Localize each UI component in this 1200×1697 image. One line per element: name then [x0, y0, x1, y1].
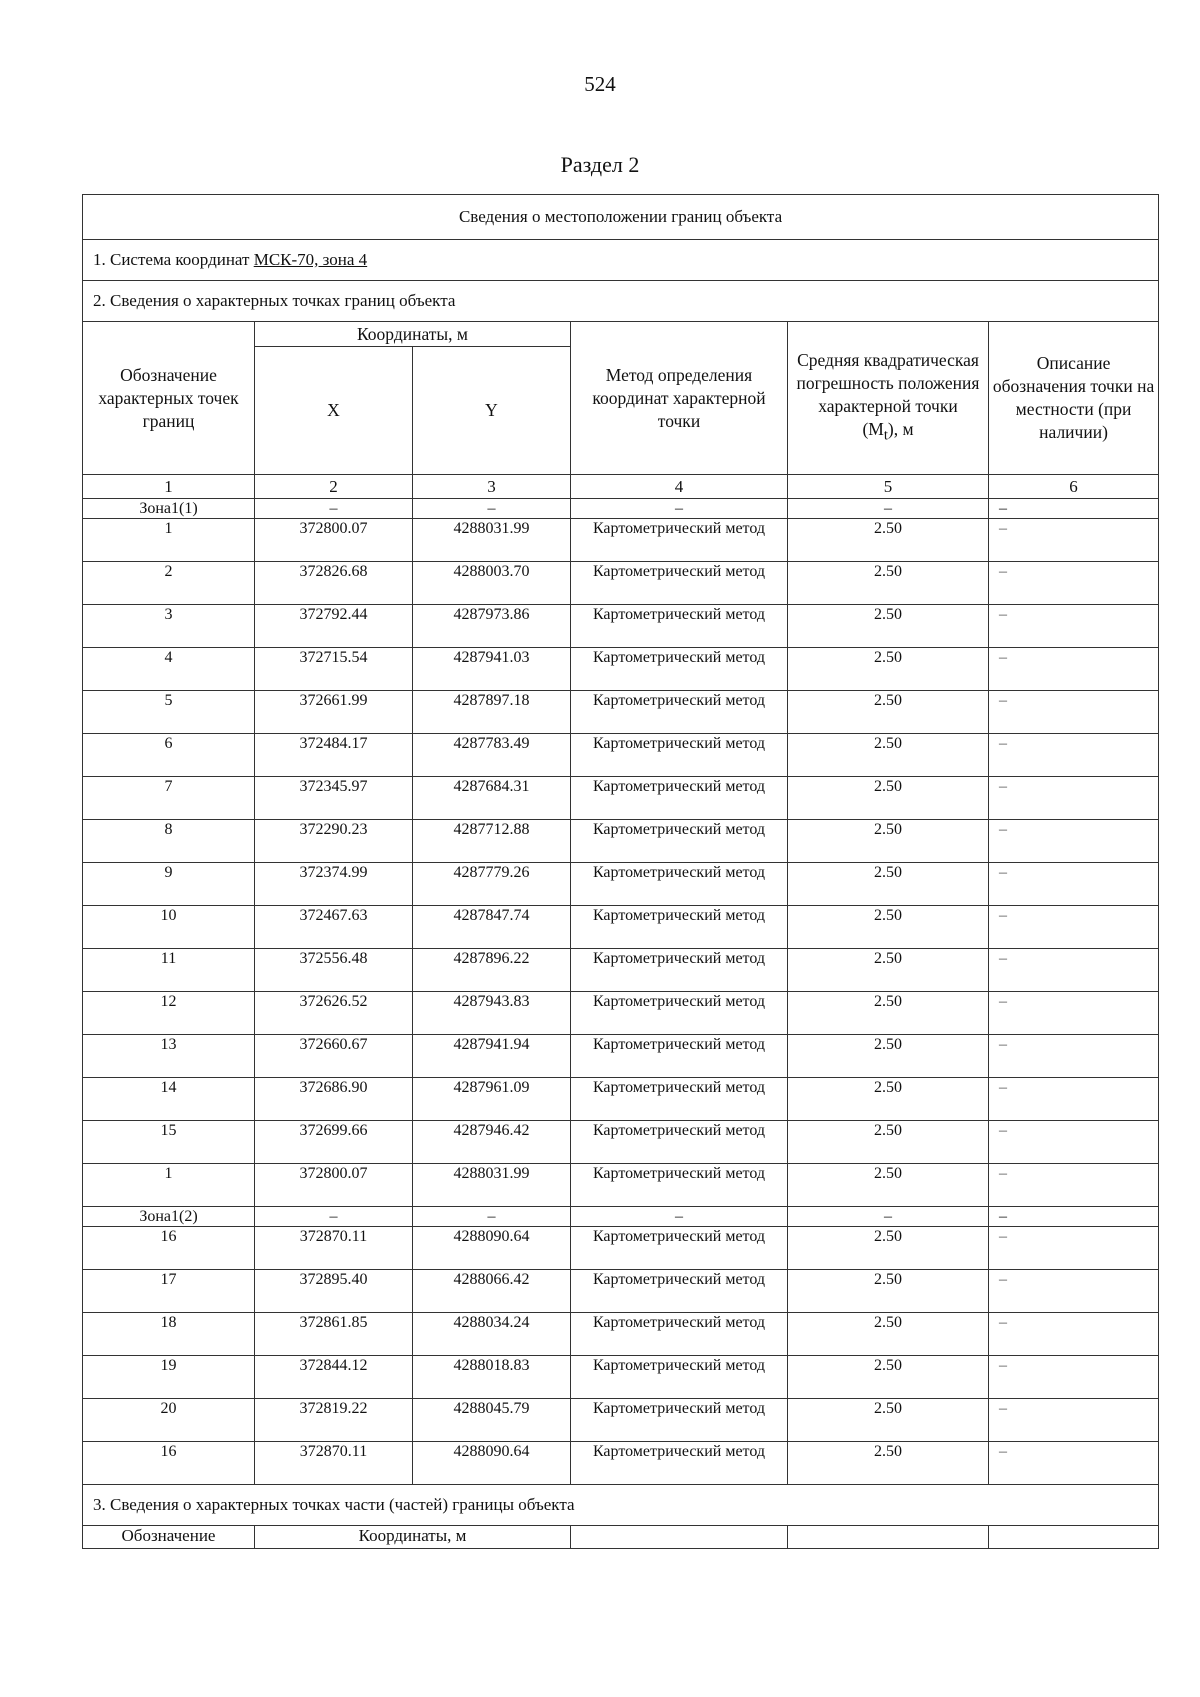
point-y: 4288034.24: [413, 1313, 571, 1356]
point-error: 2.50: [788, 1399, 989, 1442]
point-description: –: [989, 1399, 1159, 1442]
point-error: 2.50: [788, 992, 989, 1035]
point-row: [83, 1035, 1159, 1078]
point-method: Картометрический метод: [592, 520, 766, 537]
zone-name: Зона1(1): [83, 499, 255, 519]
point-description: –: [989, 1121, 1159, 1164]
point-method-cell: [571, 1121, 788, 1164]
zone-row: [83, 499, 1159, 519]
point-number: 9: [83, 863, 255, 906]
point-row: [83, 734, 1159, 777]
point-number: 13: [83, 1035, 255, 1078]
point-row: [83, 863, 1159, 906]
point-method: Картометрический метод: [592, 692, 766, 709]
point-x: 372844.12: [255, 1356, 413, 1399]
point-description: –: [989, 1270, 1159, 1313]
point-error: 2.50: [788, 648, 989, 691]
point-row: [83, 1270, 1159, 1313]
point-method: Картометрический метод: [592, 563, 766, 580]
header-error-unit: ), м: [887, 418, 914, 439]
zone-dash: –: [989, 499, 1159, 519]
point-method: Картометрический метод: [592, 1443, 766, 1460]
point-description: –: [989, 777, 1159, 820]
point-y: 4288003.70: [413, 562, 571, 605]
header-coordinates: Координаты, м: [255, 322, 571, 347]
point-number: 14: [83, 1078, 255, 1121]
point-x: 372792.44: [255, 605, 413, 648]
point-error: 2.50: [788, 820, 989, 863]
table-title: Сведения о местоположении границ объекта: [83, 195, 1159, 240]
point-y: 4287684.31: [413, 777, 571, 820]
point-y: 4288045.79: [413, 1399, 571, 1442]
point-number: 20: [83, 1399, 255, 1442]
header-error-text: Средняя квадратическая погрешность положения характерной точки: [796, 349, 980, 416]
point-row: [83, 1442, 1159, 1485]
point-error: 2.50: [788, 906, 989, 949]
point-x: 372870.11: [255, 1442, 413, 1485]
point-method-cell: [571, 648, 788, 691]
point-method: Картометрический метод: [592, 735, 766, 752]
point-row: [83, 519, 1159, 562]
zone-dash: –: [571, 1207, 788, 1227]
point-description: –: [989, 1227, 1159, 1270]
point-number: 18: [83, 1313, 255, 1356]
point-description: –: [989, 1078, 1159, 1121]
point-method: Картометрический метод: [592, 950, 766, 967]
point-method-cell: [571, 1078, 788, 1121]
point-method: Картометрический метод: [592, 778, 766, 795]
point-number: 7: [83, 777, 255, 820]
point-x: 372345.97: [255, 777, 413, 820]
point-method-cell: [571, 1035, 788, 1078]
section-title: Раздел 2: [560, 152, 640, 177]
point-description: –: [989, 1313, 1159, 1356]
point-description: –: [989, 949, 1159, 992]
point-method-cell: [571, 820, 788, 863]
coordinate-system-row: [83, 240, 1159, 281]
point-number: 16: [83, 1442, 255, 1485]
point-x: 372661.99: [255, 691, 413, 734]
header-method: Метод определения координат характерной точки: [571, 322, 788, 475]
point-error: 2.50: [788, 1227, 989, 1270]
header-x: X: [255, 347, 413, 475]
header-designation: Обозначение характерных точек границ: [83, 322, 255, 475]
point-description: –: [989, 605, 1159, 648]
point-row: [83, 1356, 1159, 1399]
point-x: 372686.90: [255, 1078, 413, 1121]
column-number: 1: [83, 475, 255, 499]
zone-dash: –: [413, 1207, 571, 1227]
coordinate-system-value: МСК-70, зона 4: [253, 250, 368, 269]
point-number: 3: [83, 605, 255, 648]
point-number: 5: [83, 691, 255, 734]
point-method: Картометрический метод: [592, 1228, 766, 1245]
zone-dash: –: [788, 499, 989, 519]
point-description: –: [989, 562, 1159, 605]
point-row: [83, 949, 1159, 992]
point-y: 4288090.64: [413, 1442, 571, 1485]
point-x: 372467.63: [255, 906, 413, 949]
point-method-cell: [571, 1270, 788, 1313]
point-method-cell: [571, 1227, 788, 1270]
point-error: 2.50: [788, 1164, 989, 1207]
zone-dash: –: [788, 1207, 989, 1227]
point-row: [83, 605, 1159, 648]
point-method: Картометрический метод: [592, 1314, 766, 1331]
point-number: 15: [83, 1121, 255, 1164]
point-y: 4287946.42: [413, 1121, 571, 1164]
point-description: –: [989, 519, 1159, 562]
point-method-cell: [571, 906, 788, 949]
point-number: 19: [83, 1356, 255, 1399]
point-method: Картометрический метод: [592, 1079, 766, 1096]
point-x: 372800.07: [255, 1164, 413, 1207]
point-y: 4288031.99: [413, 519, 571, 562]
point-y: 4287941.03: [413, 648, 571, 691]
point-y: 4287943.83: [413, 992, 571, 1035]
column-number: 6: [989, 475, 1159, 499]
boundary-info-table: [82, 194, 1159, 1549]
point-row: [83, 1078, 1159, 1121]
header-error-symbol: (M: [862, 418, 884, 439]
parts-header-empty: [571, 1526, 788, 1549]
point-number: 16: [83, 1227, 255, 1270]
point-description: –: [989, 734, 1159, 777]
point-method-cell: [571, 863, 788, 906]
point-row: [83, 1164, 1159, 1207]
point-method-cell: [571, 1442, 788, 1485]
point-method: Картометрический метод: [592, 1165, 766, 1182]
point-y: 4288018.83: [413, 1356, 571, 1399]
point-number: 4: [83, 648, 255, 691]
point-row: [83, 648, 1159, 691]
point-x: 372626.52: [255, 992, 413, 1035]
zone-name: Зона1(2): [83, 1207, 255, 1227]
point-y: 4288031.99: [413, 1164, 571, 1207]
point-method-cell: [571, 992, 788, 1035]
point-method-cell: [571, 734, 788, 777]
point-y: 4287973.86: [413, 605, 571, 648]
parts-header-empty: [989, 1526, 1159, 1549]
point-method: Картометрический метод: [592, 907, 766, 924]
point-method: Картометрический метод: [592, 606, 766, 623]
point-method-cell: [571, 1356, 788, 1399]
point-error: 2.50: [788, 1313, 989, 1356]
point-number: 2: [83, 562, 255, 605]
point-method: Картометрический метод: [592, 993, 766, 1010]
point-error: 2.50: [788, 1270, 989, 1313]
parts-heading: 3. Сведения о характерных точках части (частей) границы объекта: [83, 1485, 1159, 1526]
header-error: [788, 322, 989, 475]
column-number: 3: [413, 475, 571, 499]
point-description: –: [989, 648, 1159, 691]
point-y: 4287897.18: [413, 691, 571, 734]
point-number: 1: [83, 1164, 255, 1207]
point-error: 2.50: [788, 777, 989, 820]
points-heading: 2. Сведения о характерных точках границ объекта: [83, 281, 1159, 322]
point-x: 372826.68: [255, 562, 413, 605]
header-y: Y: [413, 347, 571, 475]
point-method-cell: [571, 691, 788, 734]
point-error: 2.50: [788, 691, 989, 734]
point-error: 2.50: [788, 519, 989, 562]
zone-dash: –: [255, 499, 413, 519]
point-row: [83, 1313, 1159, 1356]
point-row: [83, 1399, 1159, 1442]
point-error: 2.50: [788, 1121, 989, 1164]
point-method-cell: [571, 949, 788, 992]
point-method: Картометрический метод: [592, 1122, 766, 1139]
point-number: 12: [83, 992, 255, 1035]
point-y: 4287779.26: [413, 863, 571, 906]
parts-header-designation: Обозначение: [83, 1526, 255, 1549]
point-row: [83, 906, 1159, 949]
point-method-cell: [571, 1164, 788, 1207]
point-x: 372715.54: [255, 648, 413, 691]
point-y: 4287941.94: [413, 1035, 571, 1078]
point-row: [83, 820, 1159, 863]
point-row: [83, 1227, 1159, 1270]
point-x: 372895.40: [255, 1270, 413, 1313]
point-description: –: [989, 1442, 1159, 1485]
point-method: Картометрический метод: [592, 821, 766, 838]
column-number: 4: [571, 475, 788, 499]
coordinate-system-label: 1. Система координат: [93, 250, 254, 269]
zone-dash: –: [571, 499, 788, 519]
point-x: 372861.85: [255, 1313, 413, 1356]
point-number: 1: [83, 519, 255, 562]
point-description: –: [989, 691, 1159, 734]
point-error: 2.50: [788, 949, 989, 992]
point-row: [83, 562, 1159, 605]
point-method: Картометрический метод: [592, 1271, 766, 1288]
point-row: [83, 691, 1159, 734]
point-y: 4287961.09: [413, 1078, 571, 1121]
point-method: Картометрический метод: [592, 864, 766, 881]
point-row: [83, 777, 1159, 820]
point-description: –: [989, 863, 1159, 906]
point-description: –: [989, 992, 1159, 1035]
zone-dash: –: [989, 1207, 1159, 1227]
point-error: 2.50: [788, 734, 989, 777]
point-y: 4288090.64: [413, 1227, 571, 1270]
zone-dash: –: [255, 1207, 413, 1227]
point-error: 2.50: [788, 1035, 989, 1078]
point-description: –: [989, 1164, 1159, 1207]
point-description: –: [989, 906, 1159, 949]
point-number: 10: [83, 906, 255, 949]
point-error: 2.50: [788, 605, 989, 648]
point-method-cell: [571, 1399, 788, 1442]
point-error: 2.50: [788, 562, 989, 605]
point-description: –: [989, 1356, 1159, 1399]
point-method: Картометрический метод: [592, 649, 766, 666]
point-error: 2.50: [788, 1442, 989, 1485]
header-description: Описание обозначения точки на местности (при наличии): [989, 322, 1159, 475]
point-method: Картометрический метод: [592, 1036, 766, 1053]
zone-row: [83, 1207, 1159, 1227]
point-error: 2.50: [788, 1078, 989, 1121]
point-method-cell: [571, 605, 788, 648]
point-method: Картометрический метод: [592, 1357, 766, 1374]
point-description: –: [989, 820, 1159, 863]
header-error-subscript: t: [883, 427, 888, 444]
point-y: 4287847.74: [413, 906, 571, 949]
point-number: 6: [83, 734, 255, 777]
point-error: 2.50: [788, 863, 989, 906]
point-x: 372660.67: [255, 1035, 413, 1078]
point-method-cell: [571, 777, 788, 820]
point-number: 17: [83, 1270, 255, 1313]
page-number: 524: [584, 72, 616, 96]
parts-header-coordinates: Координаты, м: [255, 1526, 571, 1549]
point-x: 372290.23: [255, 820, 413, 863]
point-method-cell: [571, 519, 788, 562]
point-method-cell: [571, 1313, 788, 1356]
zone-dash: –: [413, 499, 571, 519]
column-numbers-row: [83, 475, 1159, 499]
point-number: 8: [83, 820, 255, 863]
point-error: 2.50: [788, 1356, 989, 1399]
point-x: 372800.07: [255, 519, 413, 562]
point-row: [83, 1121, 1159, 1164]
parts-header-row: [83, 1526, 1159, 1549]
point-x: 372819.22: [255, 1399, 413, 1442]
point-x: 372870.11: [255, 1227, 413, 1270]
point-row: [83, 992, 1159, 1035]
point-y: 4288066.42: [413, 1270, 571, 1313]
parts-heading-row: [83, 1485, 1159, 1526]
parts-header-empty: [788, 1526, 989, 1549]
point-description: –: [989, 1035, 1159, 1078]
point-x: 372556.48: [255, 949, 413, 992]
column-number: 2: [255, 475, 413, 499]
point-y: 4287783.49: [413, 734, 571, 777]
point-method-cell: [571, 562, 788, 605]
point-x: 372484.17: [255, 734, 413, 777]
point-method: Картометрический метод: [592, 1400, 766, 1417]
point-y: 4287896.22: [413, 949, 571, 992]
point-y: 4287712.88: [413, 820, 571, 863]
point-x: 372374.99: [255, 863, 413, 906]
point-number: 11: [83, 949, 255, 992]
column-number: 5: [788, 475, 989, 499]
point-x: 372699.66: [255, 1121, 413, 1164]
